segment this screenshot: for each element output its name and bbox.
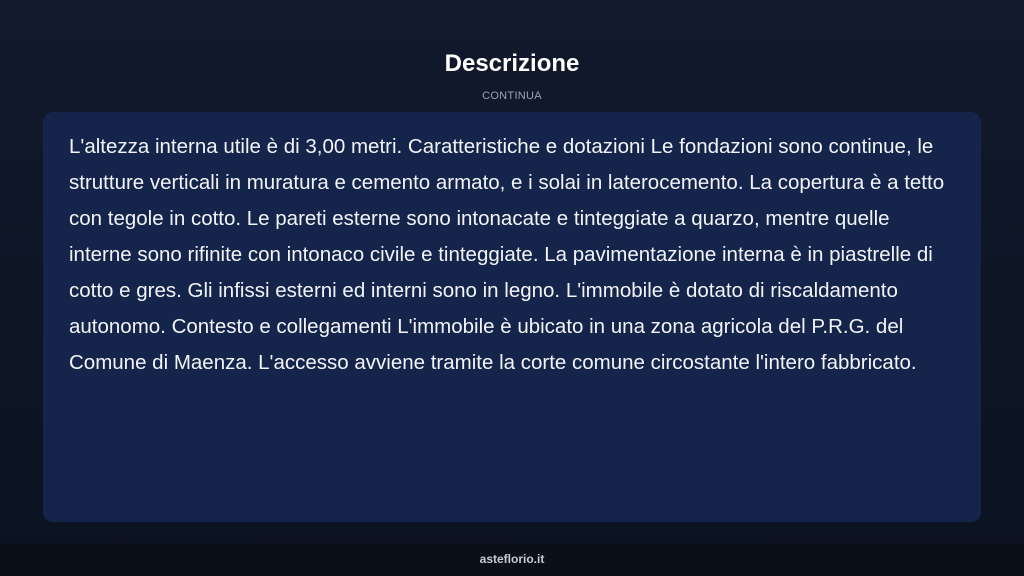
description-card [43, 112, 981, 522]
site-name: asteflorio.it [479, 552, 545, 566]
page-title: Descrizione [444, 50, 580, 77]
page-subtitle: CONTINUA [482, 90, 542, 102]
footer [0, 543, 1024, 576]
description-text: L'altezza interna utile è di 3,00 metri. Caratteristiche e dotazioni Le fondazioni sono continue, le strutture verticali in muratura e cemento armato, e i solai in laterocemento. La copertura è a tetto con tegole in cotto. Le pareti esterne sono intonacate e tinteggiate a quarzo, mentre quelle interne sono rifinite con intonaco civile e tinteggiate. La pavimentazione interna è in piastrelle di cotto e gres. Gli infissi esterni ed interni sono in legno. L'immobile è dotato di riscaldamento autonomo. Contesto e collegamenti L'immobile è ubicato in una zona agricola del P.R.G. del Comune di Maenza. L'accesso avviene tramite la corte comune circostante l'intero fabbricato. [69, 135, 945, 374]
